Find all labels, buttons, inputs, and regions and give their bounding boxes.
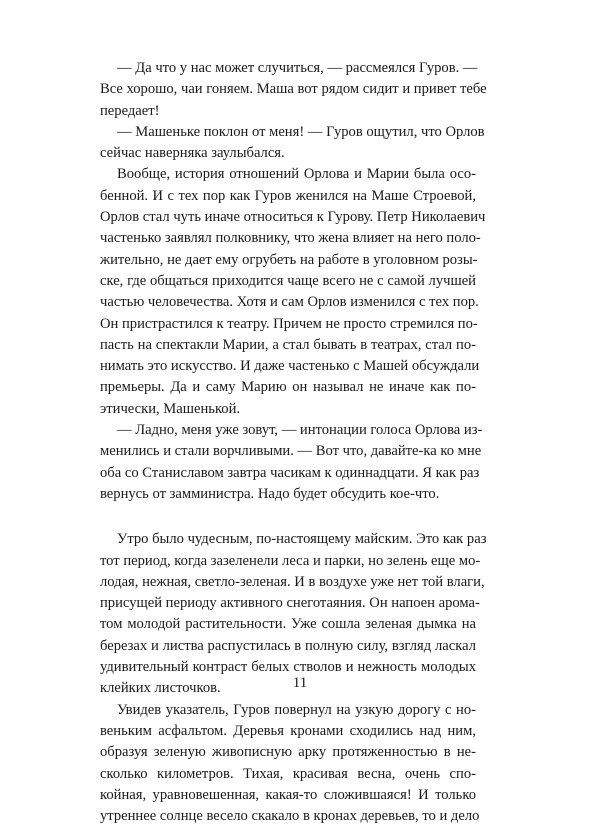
text-line: сейчас наверняка заулыбался. bbox=[100, 145, 285, 162]
text-line: менились и стали ворчливыми. — Вот что, давайте-ка ко мне bbox=[100, 443, 482, 460]
text-line: — Ладно, меня уже зовут, — интонации голоса Орлова из- bbox=[117, 422, 483, 439]
text-line: бенной. И с тех пор как Гуров женился на Маше Строевой, bbox=[100, 187, 476, 204]
text-line: частенько заявлял полковнику, что жена влияет на него поло- bbox=[100, 230, 481, 247]
text-line: тот период, когда зазеленели леса и парки, но зелень еще мо- bbox=[100, 552, 481, 569]
text-line: сколько километров. Тихая, красивая весна, очень спо- bbox=[100, 765, 476, 782]
text-line: передает! bbox=[100, 102, 160, 119]
text-line: — Машеньке поклон от меня! — Гуров ощутил, что Орлов bbox=[117, 123, 485, 140]
section-break bbox=[100, 505, 476, 529]
text-line: Утро было чудесным, по-настоящему майским. Это как раз bbox=[117, 531, 487, 548]
text-line: койная, уравновешенная, какая-то сложившаяся! И только bbox=[100, 786, 476, 803]
text-line: жительно, не дает ему огрубеть на работе в уголовном розы- bbox=[100, 251, 478, 268]
text-line: березах и листва распустилась в полную силу, взгляд ласкал bbox=[100, 637, 476, 654]
text-line: нимать это искусство. И даже частенько с Машей обсуждали bbox=[100, 358, 480, 375]
text-line: том молодой растительности. Уже сошла зеленая дымка на bbox=[100, 616, 476, 633]
text-line: Орлов стал чуть иначе относиться к Гурову. Петр Николаевич bbox=[100, 209, 486, 226]
text-line: образуя зеленую живописную арку протяженностью в не- bbox=[100, 744, 476, 761]
text-line: веньким асфальтом. Деревья кронами сходились над ним, bbox=[100, 722, 476, 739]
text-line: оба со Станиславом завтра часикам к одиннадцати. Я как раз bbox=[100, 464, 480, 481]
text-line: премьеры. Да и саму Марию он называл не иначе как по- bbox=[100, 379, 476, 396]
text-line: Все хорошо, чаи гоняем. Маша вот рядом сидит и привет тебе bbox=[100, 81, 487, 98]
text-line: утреннее солнце весело скакало в кронах деревьев, то и дело bbox=[100, 808, 480, 825]
text-line: — Да что у нас может случиться, — рассмеялся Гуров. — bbox=[117, 60, 478, 76]
text-line: Он пристрастился к театру. Причем не просто стремился по- bbox=[100, 315, 478, 332]
text-line: вернусь от замминистра. Надо будет обсудить кое-что. bbox=[100, 485, 440, 502]
text-line: удивительный контраст белых стволов и нежность молодых bbox=[100, 659, 476, 676]
text-line: клейких листочков. bbox=[100, 680, 221, 697]
text-line: присущей периоду активного снеготаяния. Он напоен арома- bbox=[100, 595, 480, 612]
text-line: ске, где общаться приходится чаще всего не с самой лучшей bbox=[100, 272, 476, 289]
text-line: лодая, нежная, светло-зеленая. И в воздухе уже нет той влаги, bbox=[100, 573, 485, 590]
text-line: Увидев указатель, Гуров повернул на узкую дорогу с но- bbox=[117, 701, 476, 718]
body-text bbox=[100, 58, 487, 827]
text-line: пасть на спектакли Марии, а стал бывать в театрах, стал по- bbox=[100, 336, 476, 353]
text-line: частью человечества. Хотя и сам Орлов изменился с тех пор. bbox=[100, 294, 479, 311]
text-line: этически, Машенькой. bbox=[100, 400, 241, 417]
page-number: 11 bbox=[292, 675, 308, 691]
text-line: Вообще, история отношений Орлова и Марии была осо- bbox=[117, 166, 476, 183]
